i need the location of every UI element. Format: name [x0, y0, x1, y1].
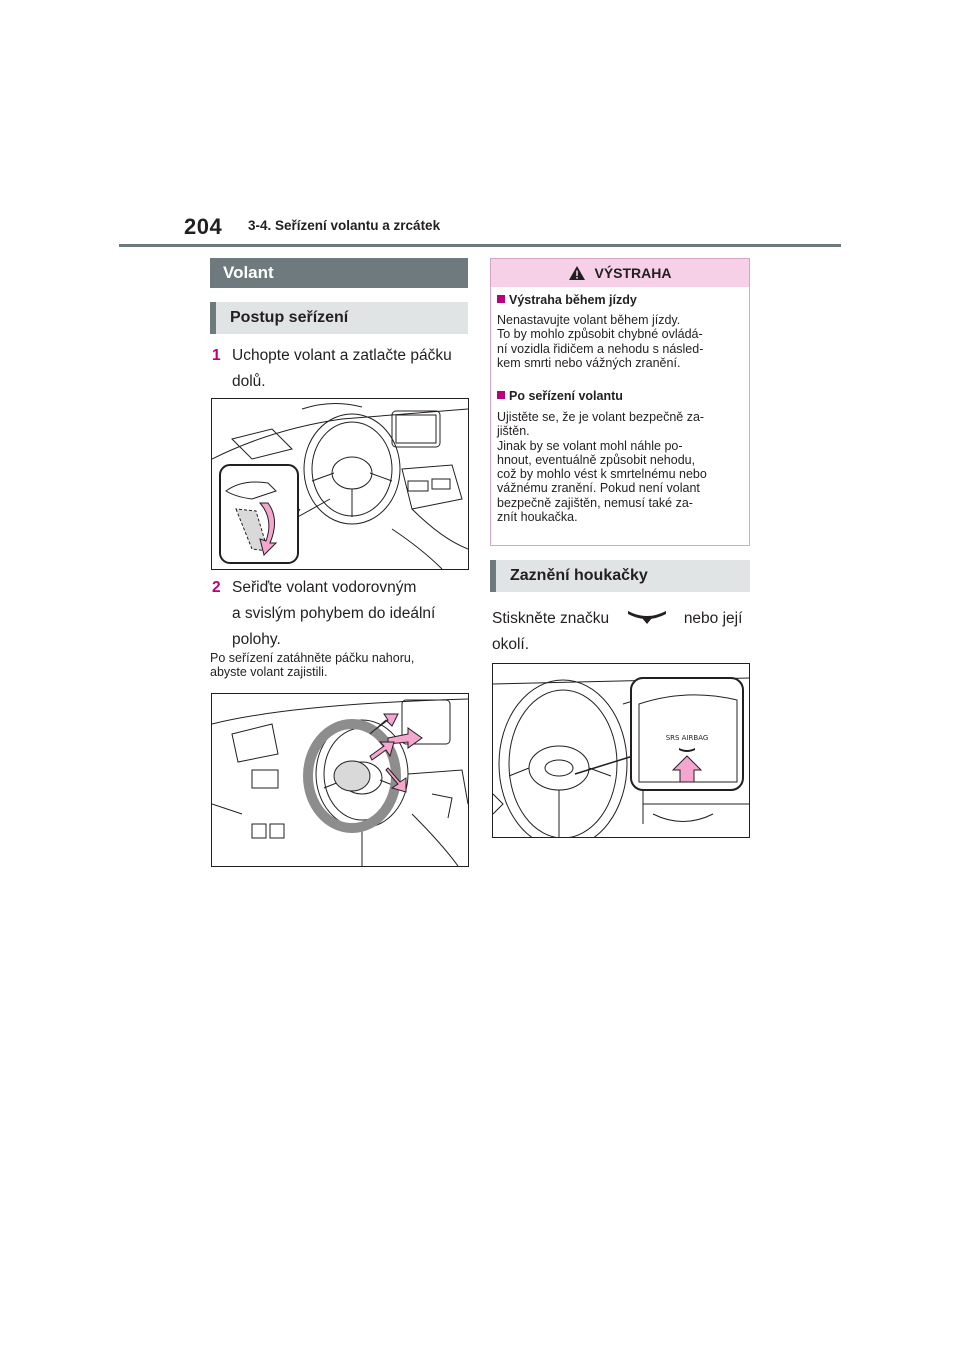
warning-sub-1: Výstraha během jízdy: [497, 293, 637, 307]
horn-text-before: Stiskněte značku: [492, 610, 610, 627]
horn-illustration: [493, 664, 749, 837]
note-line1: Po seřízení zatáhněte páčku nahoru,: [210, 651, 415, 665]
heading-houkacka: Zaznění houkačky: [490, 560, 750, 592]
bullet-square-icon: [497, 295, 505, 303]
airbag-inset: [631, 678, 743, 790]
header-rule: [119, 244, 841, 247]
heading-volant: Volant: [210, 258, 468, 288]
note-line2: abyste volant zajistili.: [210, 665, 328, 679]
step-1-line1: Uchopte volant a zatlačte páčku: [232, 347, 452, 364]
step-2-line1: Seřiďte volant vodorovným: [232, 579, 417, 596]
section-title: 3-4. Seřízení volantu a zrcátek: [248, 218, 441, 233]
warning-box: [490, 258, 750, 546]
warning-text-1: Nenastavujte volant během jízdy. To by mohlo způsobit chybné ovládá- ní vozidla řidičem a nehodu s násled- kem smrti nebo vážných zranění.: [497, 313, 704, 370]
figure-lever: [211, 398, 469, 570]
warning-sub-2: Po seřízení volantu: [497, 389, 623, 403]
step-2-line3: polohy.: [232, 631, 281, 648]
airbag-label: SRS AIRBAG: [665, 734, 709, 742]
step-2-number: 2: [212, 579, 221, 596]
note: [210, 651, 470, 679]
horn-text-line2: okolí.: [492, 636, 530, 653]
step-1-line2: dolů.: [232, 373, 266, 390]
horn-text-after: nebo její: [683, 610, 743, 627]
page-number: 204: [184, 214, 223, 239]
step-1-number: 1: [212, 347, 221, 364]
horn-icon: [624, 608, 670, 626]
figure-horn: [492, 663, 750, 838]
warning-triangle-icon: [568, 265, 586, 281]
figure-steering-adjust: [211, 693, 469, 867]
lever-inset: [220, 465, 298, 563]
bullet-square-icon: [497, 391, 505, 399]
step-1: [212, 343, 472, 395]
dashboard-lever-illustration: [212, 399, 468, 569]
steering-wheel-overlay: [308, 724, 396, 828]
warning-header: [491, 259, 749, 287]
horn-instruction: [492, 606, 752, 658]
heading-postup: Postup seřízení: [210, 302, 468, 334]
warning-text-2: Ujistěte se, že je volant bezpečně za- jištěn. Jinak by se volant mohl náhle po- hnout, eventuálně způsobit nehodu, což by mohlo vést k smrtelnému nebo vážnému zranění. Pokud není volant bezpečně zajištěn, nemusí také za- znít houkačka.: [497, 410, 707, 525]
warning-title: VÝSTRAHA: [594, 265, 672, 281]
step-2-line2: a svislým pohybem do ideální: [232, 605, 436, 622]
step-2: [212, 575, 472, 653]
steering-adjust-illustration: [212, 694, 468, 866]
